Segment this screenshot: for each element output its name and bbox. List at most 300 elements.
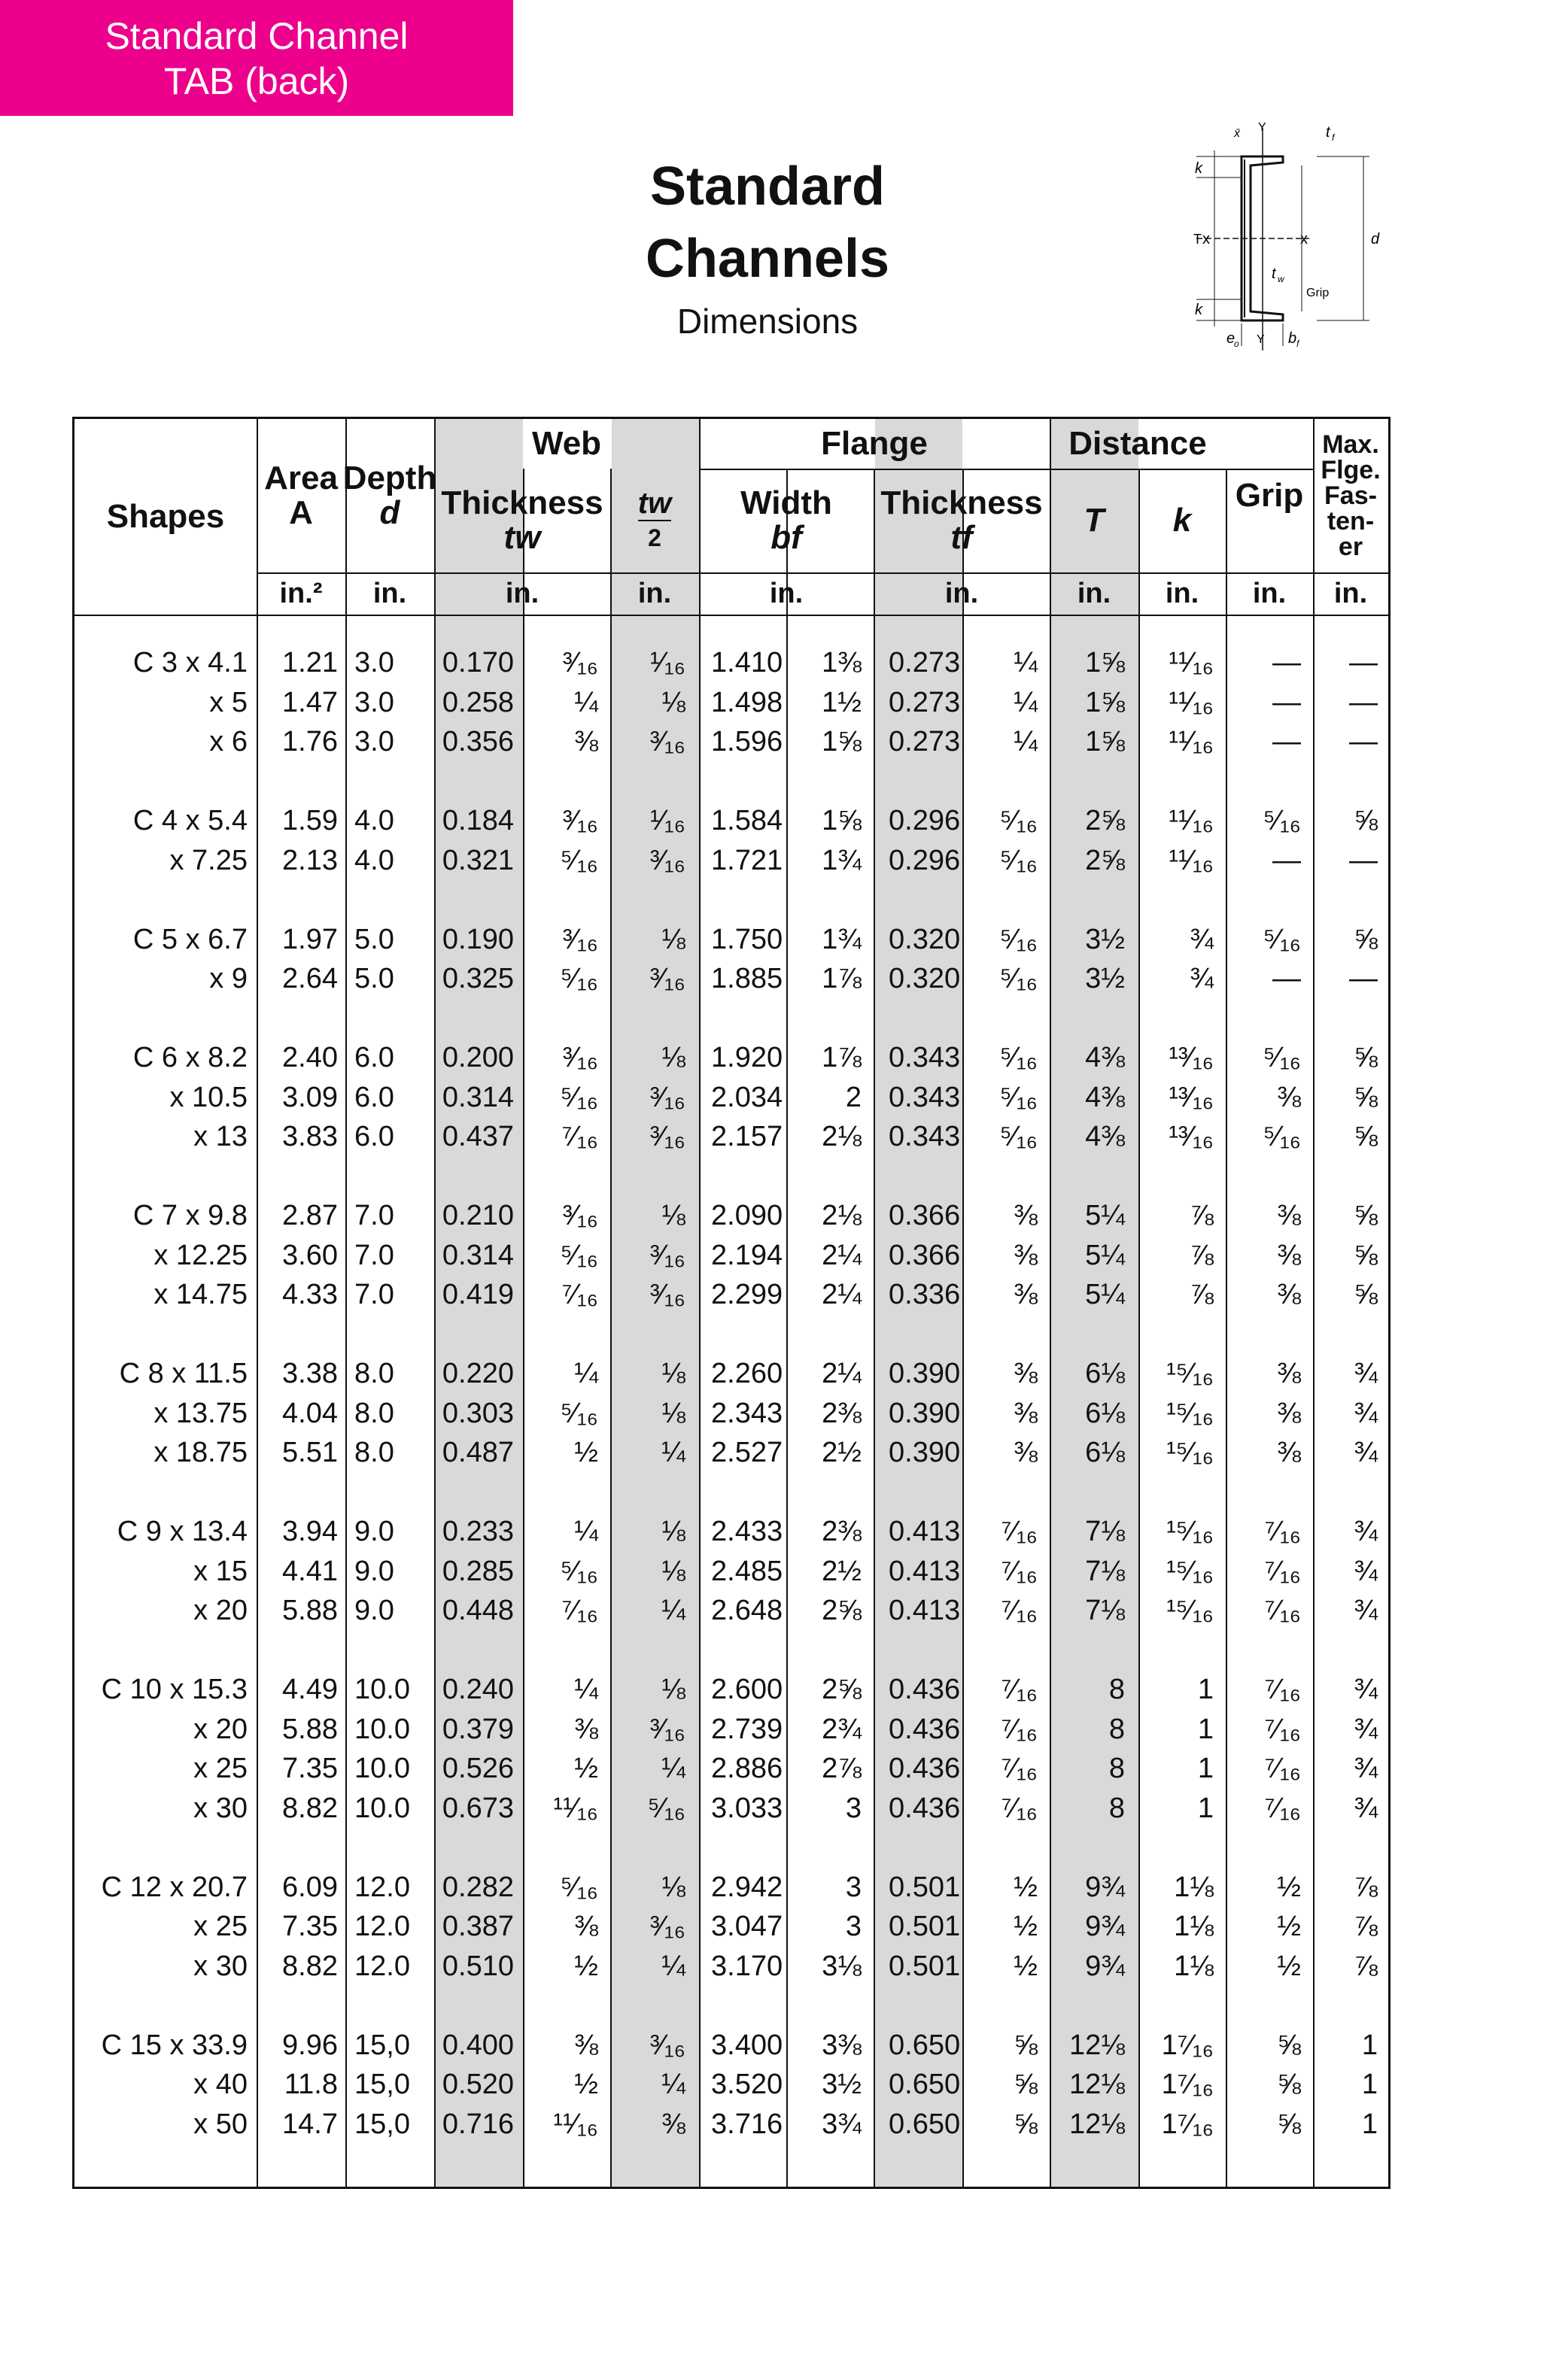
- cell-k: ¹⁵⁄₁₆: [1166, 1437, 1214, 1468]
- cell-tw: 0.510: [442, 1950, 514, 1982]
- cell-fast: ⅞: [1354, 1871, 1378, 1903]
- cell-depth: 6.0: [354, 1081, 394, 1113]
- cell-tw-frac: ⁷⁄₁₆: [561, 1595, 598, 1626]
- cell-tw: 0.379: [442, 1713, 514, 1745]
- cell-grip: ⁷⁄₁₆: [1264, 1753, 1301, 1784]
- cell-fast: ⅞: [1354, 1911, 1378, 1942]
- table-row: [74, 801, 1393, 840]
- cell-fast: 1: [1361, 2029, 1378, 2061]
- header-web: Web: [531, 425, 602, 462]
- table-row: [74, 1117, 1393, 1156]
- cell-tf: 0.501: [889, 1950, 961, 1982]
- cell-k: 1: [1197, 1792, 1214, 1824]
- cell-fast: —: [1349, 647, 1378, 678]
- cell-T: 4⅜: [1085, 1042, 1125, 1073]
- cell-tf: 0.413: [889, 1595, 961, 1626]
- cell-tw: 0.520: [442, 2069, 514, 2100]
- diagram-y-bottom: Y: [1257, 333, 1265, 346]
- cell-area: 1.47: [282, 686, 338, 718]
- cell-fast: ¾: [1354, 1437, 1378, 1468]
- diagram-d: d: [1371, 231, 1380, 247]
- cell-bf-frac: 1⅝: [822, 726, 862, 757]
- cell-tw: 0.321: [442, 844, 514, 876]
- cell-k: ¹⁵⁄₁₆: [1166, 1358, 1214, 1389]
- cell-tw: 0.356: [442, 726, 514, 757]
- table-row: [74, 1868, 1393, 1907]
- cell-tf: 0.366: [889, 1239, 961, 1271]
- cell-shape: C 3 x 4.1: [132, 647, 248, 678]
- section-tab: [0, 0, 513, 116]
- cell-tw: 0.314: [442, 1239, 514, 1271]
- cell-bf: 2.527: [711, 1437, 783, 1468]
- cell-bf: 2.090: [711, 1200, 783, 1231]
- cell-bf: 2.886: [711, 1753, 783, 1784]
- header-flange: Flange: [821, 425, 928, 462]
- cell-T: 7⅛: [1085, 1516, 1125, 1547]
- cell-bf-frac: 1¾: [822, 923, 862, 955]
- cell-tw: 0.303: [442, 1397, 514, 1429]
- cell-bf: 1.596: [711, 726, 783, 757]
- cell-bf-frac: 1⅞: [822, 963, 862, 994]
- table-row: [74, 2065, 1393, 2104]
- cell-tf: 0.436: [889, 1792, 961, 1824]
- cell-tw-frac: ⅜: [574, 726, 598, 757]
- cell-k: ¹⁵⁄₁₆: [1166, 1516, 1214, 1547]
- cell-k: ⅞: [1190, 1279, 1214, 1310]
- cell-depth: 3.0: [354, 647, 394, 678]
- cell-tw-frac: ½: [574, 1950, 598, 1982]
- cell-tf: 0.436: [889, 1713, 961, 1745]
- unit-grip: in.: [1252, 577, 1287, 609]
- cell-T: 1⅝: [1085, 686, 1125, 718]
- cell-tw-frac: ¼: [574, 1674, 598, 1705]
- cell-grip: ⅜: [1277, 1239, 1301, 1271]
- cell-tw2: ⅛: [661, 1555, 685, 1587]
- table-row: [74, 1038, 1393, 1077]
- cell-k: ¹⁵⁄₁₆: [1166, 1595, 1214, 1626]
- cell-area: 8.82: [282, 1792, 338, 1824]
- cell-tf-frac: ⁵⁄₁₆: [999, 1042, 1038, 1073]
- cell-tw2: ⅛: [661, 1200, 685, 1231]
- cell-T: 5¼: [1085, 1279, 1125, 1310]
- cell-T: 5¼: [1085, 1200, 1125, 1231]
- cell-tw: 0.448: [442, 1595, 514, 1626]
- channel-diagram: [1151, 120, 1407, 361]
- cell-tw: 0.210: [442, 1200, 514, 1231]
- cell-T: 8: [1108, 1753, 1125, 1784]
- cell-depth: 8.0: [354, 1437, 394, 1468]
- cell-fast: ¾: [1354, 1516, 1378, 1547]
- cell-T: 3½: [1085, 923, 1125, 955]
- cell-tw: 0.387: [442, 1911, 514, 1942]
- cell-tw-frac: ⅜: [574, 1713, 598, 1745]
- cell-bf-frac: 2⅞: [822, 1753, 862, 1784]
- table-row: [74, 722, 1393, 761]
- cell-area: 4.41: [282, 1555, 338, 1587]
- cell-area: 2.40: [282, 1042, 338, 1073]
- cell-depth: 4.0: [354, 844, 394, 876]
- cell-bf: 2.485: [711, 1555, 783, 1587]
- cell-fast: ⅝: [1354, 1279, 1378, 1310]
- cell-bf-frac: 2½: [822, 1555, 862, 1587]
- cell-grip: ⅜: [1277, 1437, 1301, 1468]
- cell-bf: 2.260: [711, 1358, 783, 1389]
- cell-k: 1⅛: [1174, 1911, 1214, 1942]
- cell-grip: —: [1272, 647, 1301, 678]
- cell-tw: 0.258: [442, 686, 514, 718]
- cell-depth: 4.0: [354, 805, 394, 836]
- page-subtitle: Dimensions: [676, 302, 859, 341]
- cell-fast: ⅝: [1354, 1081, 1378, 1113]
- cell-shape: x 15: [193, 1555, 248, 1587]
- cell-tw: 0.200: [442, 1042, 514, 1073]
- cell-tw: 0.184: [442, 805, 514, 836]
- header-distance: Distance: [1068, 425, 1207, 462]
- cell-fast: ⅝: [1354, 805, 1378, 836]
- cell-tw: 0.400: [442, 2029, 514, 2061]
- cell-k: ¹¹⁄₁₆: [1169, 686, 1214, 718]
- cell-tw2: ⅛: [661, 923, 685, 955]
- cell-depth: 15,0: [354, 2029, 410, 2061]
- cell-tw: 0.673: [442, 1792, 514, 1824]
- cell-depth: 7.0: [354, 1239, 394, 1271]
- cell-tw: 0.487: [442, 1437, 514, 1468]
- cell-fast: 1: [1361, 2069, 1378, 2100]
- table-row: [74, 683, 1393, 722]
- cell-T: 4⅜: [1085, 1081, 1125, 1113]
- cell-area: 5.88: [282, 1713, 338, 1745]
- table-row: [74, 1512, 1393, 1551]
- cell-tw-frac: ⁵⁄₁₆: [560, 844, 598, 876]
- cell-T: 9¾: [1085, 1871, 1125, 1903]
- cell-tf-frac: ½: [1014, 1871, 1038, 1903]
- cell-fast: ⅝: [1354, 1042, 1378, 1073]
- cell-tw-frac: ³⁄₁₆: [562, 1200, 598, 1231]
- cell-depth: 15,0: [354, 2108, 410, 2140]
- cell-tw2: ³⁄₁₆: [649, 1239, 685, 1271]
- cell-tf: 0.343: [889, 1081, 961, 1113]
- cell-area: 3.38: [282, 1358, 338, 1389]
- cell-tw-frac: ⅜: [574, 1911, 598, 1942]
- cell-depth: 12.0: [354, 1871, 410, 1903]
- cell-tw-frac: ¼: [574, 1358, 598, 1389]
- cell-tw2: ³⁄₁₆: [649, 726, 685, 757]
- cell-T: 9¾: [1085, 1911, 1125, 1942]
- cell-fast: 1: [1361, 2108, 1378, 2140]
- cell-bf: 1.920: [711, 1042, 783, 1073]
- cell-bf-frac: 3⅜: [822, 2029, 862, 2061]
- cell-tw-frac: ½: [574, 2069, 598, 2100]
- cell-bf-frac: 2⅜: [822, 1516, 862, 1547]
- cell-tf: 0.343: [889, 1042, 961, 1073]
- cell-tw: 0.233: [442, 1516, 514, 1547]
- cell-tw: 0.170: [442, 647, 514, 678]
- table-row: [74, 1789, 1393, 1828]
- cell-area: 3.60: [282, 1239, 338, 1271]
- svg-text:o: o: [1234, 338, 1239, 349]
- cell-depth: 10.0: [354, 1753, 410, 1784]
- cell-area: 4.33: [282, 1279, 338, 1310]
- cell-tf: 0.650: [889, 2069, 961, 2100]
- cell-tf: 0.413: [889, 1555, 961, 1587]
- cell-bf: 1.885: [711, 963, 783, 994]
- cell-tw: 0.285: [442, 1555, 514, 1587]
- cell-grip: ⅜: [1277, 1081, 1301, 1113]
- cell-tw-frac: ³⁄₁₆: [562, 1042, 598, 1073]
- cell-bf-frac: 1¾: [822, 844, 862, 876]
- header-flange-thickness: Thickness tf: [880, 484, 1043, 556]
- cell-T: 6⅛: [1085, 1437, 1125, 1468]
- cell-bf: 2.600: [711, 1674, 783, 1705]
- cell-area: 2.13: [282, 844, 338, 876]
- cell-tw-frac: ⁵⁄₁₆: [560, 1871, 598, 1903]
- cell-k: ¾: [1190, 963, 1214, 994]
- cell-area: 9.96: [282, 2029, 338, 2061]
- table-row: [74, 1078, 1393, 1117]
- cell-depth: 10.0: [354, 1792, 410, 1824]
- cell-shape: x 5: [209, 686, 248, 718]
- cell-bf-frac: 3¾: [822, 2108, 862, 2140]
- cell-tw2: ³⁄₁₆: [649, 1911, 685, 1942]
- cell-bf: 3.033: [711, 1792, 783, 1824]
- cell-k: ¹³⁄₁₆: [1169, 1121, 1214, 1152]
- table-row: [74, 1196, 1393, 1235]
- cell-bf-frac: 1⅞: [822, 1042, 862, 1073]
- cell-tw: 0.220: [442, 1358, 514, 1389]
- cell-area: 2.87: [282, 1200, 338, 1231]
- cell-tw-frac: ½: [574, 1437, 598, 1468]
- table-row: [74, 920, 1393, 959]
- cell-bf-frac: 3: [845, 1792, 862, 1824]
- cell-fast: ⅝: [1354, 1200, 1378, 1231]
- cell-bf-frac: 2¾: [822, 1713, 862, 1745]
- cell-tw2: ⅛: [661, 1397, 685, 1429]
- cell-area: 7.35: [282, 1753, 338, 1784]
- cell-tw: 0.240: [442, 1674, 514, 1705]
- cell-depth: 5.0: [354, 963, 394, 994]
- cell-fast: ⅝: [1354, 1121, 1378, 1152]
- cell-tw2: ⅛: [661, 1516, 685, 1547]
- diagram-xbar: x̄: [1234, 127, 1240, 140]
- cell-grip: ⁷⁄₁₆: [1264, 1595, 1301, 1626]
- cell-shape: C 5 x 6.7: [132, 923, 248, 955]
- cell-grip: ⅜: [1277, 1200, 1301, 1231]
- cell-tw2: ⁵⁄₁₆: [647, 1792, 685, 1824]
- cell-tw: 0.314: [442, 1081, 514, 1113]
- cell-shape: C 7 x 9.8: [132, 1200, 248, 1231]
- cell-bf-frac: 1⅝: [822, 805, 862, 836]
- cell-grip: ⅝: [1277, 2069, 1301, 2100]
- header-T: T: [1084, 502, 1105, 539]
- cell-T: 4⅜: [1085, 1121, 1125, 1152]
- cell-shape: C 10 x 15.3: [101, 1674, 248, 1705]
- cell-area: 6.09: [282, 1871, 338, 1903]
- cell-tw2: ¼: [661, 1595, 685, 1626]
- cell-k: 1⁷⁄₁₆: [1161, 2108, 1214, 2140]
- diagram-k-bottom: k: [1195, 302, 1202, 318]
- cell-tw2: ¼: [661, 1753, 685, 1784]
- cell-depth: 3.0: [354, 726, 394, 757]
- cell-k: 1: [1197, 1713, 1214, 1745]
- cell-grip: ⁵⁄₁₆: [1263, 923, 1301, 955]
- cell-grip: —: [1272, 726, 1301, 757]
- cell-bf: 1.750: [711, 923, 783, 955]
- cell-shape: C 15 x 33.9: [101, 2029, 248, 2061]
- table-row: [74, 959, 1393, 998]
- cell-bf: 2.648: [711, 1595, 783, 1626]
- tab-line-1: Standard Channel: [105, 15, 409, 57]
- cell-k: ¹⁵⁄₁₆: [1166, 1555, 1214, 1587]
- cell-k: ¹¹⁄₁₆: [1169, 805, 1214, 836]
- cell-bf-frac: 2⅝: [822, 1595, 862, 1626]
- cell-bf-frac: 1½: [822, 686, 862, 718]
- table-row: [74, 1433, 1393, 1472]
- cell-bf: 3.170: [711, 1950, 783, 1982]
- cell-fast: ⅞: [1354, 1950, 1378, 1982]
- cell-shape: C 6 x 8.2: [132, 1042, 248, 1073]
- cell-tw: 0.716: [442, 2108, 514, 2140]
- cell-shape: x 40: [193, 2069, 248, 2100]
- cell-area: 14.7: [282, 2108, 338, 2140]
- cell-tf: 0.320: [889, 923, 961, 955]
- cell-tf-frac: ½: [1014, 1911, 1038, 1942]
- cell-depth: 9.0: [354, 1555, 394, 1587]
- cell-bf-frac: 1⅜: [822, 647, 862, 678]
- page-title-line-2: Channels: [645, 229, 890, 289]
- cell-T: 5¼: [1085, 1239, 1125, 1271]
- cell-grip: ⁷⁄₁₆: [1264, 1713, 1301, 1745]
- cell-depth: 6.0: [354, 1042, 394, 1073]
- cell-shape: x 30: [193, 1792, 248, 1824]
- cell-k: ¹³⁄₁₆: [1169, 1042, 1214, 1073]
- cell-shape: x 50: [193, 2108, 248, 2140]
- cell-T: 3½: [1085, 963, 1125, 994]
- cell-T: 6⅛: [1085, 1358, 1125, 1389]
- cell-k: 1⁷⁄₁₆: [1161, 2029, 1214, 2061]
- cell-T: 1⅝: [1085, 647, 1125, 678]
- header-tw-half: $\frac{tw}{2}$: [637, 487, 672, 551]
- cell-tw2: ³⁄₁₆: [649, 844, 685, 876]
- cell-shape: C 8 x 11.5: [119, 1358, 248, 1389]
- cell-grip: ⁷⁄₁₆: [1264, 1674, 1301, 1705]
- svg-text:f: f: [1332, 132, 1335, 143]
- cell-bf: 3.520: [711, 2069, 783, 2100]
- cell-tw2: ³⁄₁₆: [649, 1121, 685, 1152]
- cell-tw-frac: ⁷⁄₁₆: [561, 1121, 598, 1152]
- header-depth: Depth d: [342, 460, 437, 531]
- cell-tf-frac: ⁵⁄₁₆: [999, 963, 1038, 994]
- cell-grip: ½: [1277, 1950, 1301, 1982]
- cell-tw-frac: ⁵⁄₁₆: [560, 1555, 598, 1587]
- cell-tf-frac: ⁵⁄₁₆: [999, 923, 1038, 955]
- cell-bf-frac: 2¼: [822, 1279, 862, 1310]
- cell-tw-frac: ⁵⁄₁₆: [560, 1397, 598, 1429]
- table-row: [74, 1749, 1393, 1788]
- header-flange-width: Width bf: [740, 484, 832, 556]
- cell-k: 1: [1197, 1753, 1214, 1784]
- cell-tw2: ³⁄₁₆: [649, 963, 685, 994]
- page-title-line-1: Standard: [649, 156, 886, 217]
- cell-tf-frac: ⁷⁄₁₆: [1001, 1674, 1038, 1705]
- cell-bf: 2.433: [711, 1516, 783, 1547]
- cell-grip: ½: [1277, 1911, 1301, 1942]
- cell-tw-frac: ⁵⁄₁₆: [560, 1239, 598, 1271]
- cell-tf-frac: ⅜: [1014, 1397, 1038, 1429]
- cell-bf-frac: 3⅛: [822, 1950, 862, 1982]
- cell-tw-frac: ¹¹⁄₁₆: [553, 2108, 598, 2140]
- cell-T: 2⅝: [1085, 844, 1125, 876]
- table-row: [74, 1670, 1393, 1709]
- cell-tf-frac: ⁵⁄₁₆: [999, 805, 1038, 836]
- cell-tf: 0.366: [889, 1200, 961, 1231]
- cell-tw2: ³⁄₁₆: [649, 1081, 685, 1113]
- cell-k: ¹¹⁄₁₆: [1169, 844, 1214, 876]
- diagram-bf: b: [1288, 330, 1297, 347]
- cell-bf: 1.584: [711, 805, 783, 836]
- cell-T: 8: [1108, 1674, 1125, 1705]
- cell-tf: 0.501: [889, 1871, 961, 1903]
- cell-depth: 10.0: [354, 1674, 410, 1705]
- cell-tw-frac: ¼: [574, 1516, 598, 1547]
- table-row: [74, 1710, 1393, 1749]
- cell-tw2: ¹⁄₁₆: [649, 647, 685, 678]
- cell-tf: 0.390: [889, 1358, 961, 1389]
- cell-tf-frac: ¼: [1014, 686, 1038, 718]
- cell-tw: 0.282: [442, 1871, 514, 1903]
- cell-k: ¹¹⁄₁₆: [1169, 647, 1214, 678]
- cell-tf-frac: ⅝: [1014, 2108, 1038, 2140]
- table-row: [74, 1394, 1393, 1433]
- cell-shape: x 30: [193, 1950, 248, 1982]
- cell-tw-frac: ⁵⁄₁₆: [560, 963, 598, 994]
- tab-line-2: TAB (back): [163, 60, 350, 102]
- cell-tw: 0.190: [442, 923, 514, 955]
- cell-grip: ⁵⁄₁₆: [1263, 805, 1301, 836]
- cell-tw: 0.437: [442, 1121, 514, 1152]
- cell-fast: —: [1349, 844, 1378, 876]
- cell-tw2: ¹⁄₁₆: [649, 805, 685, 836]
- cell-tw-frac: ⅜: [574, 2029, 598, 2061]
- cell-grip: ½: [1277, 1871, 1301, 1903]
- diagram-x-left: x: [1202, 231, 1210, 247]
- cell-shape: x 14.75: [153, 1279, 248, 1310]
- cell-shape: x 25: [193, 1911, 248, 1942]
- svg-text:f: f: [1296, 338, 1299, 349]
- cell-k: 1⅛: [1174, 1871, 1214, 1903]
- diagram-eo: e: [1226, 330, 1236, 347]
- diagram-x-right: x: [1300, 231, 1308, 247]
- cell-tf: 0.296: [889, 844, 961, 876]
- unit-area: in.²: [279, 577, 323, 609]
- cell-shape: x 12.25: [153, 1239, 248, 1271]
- cell-bf: 3.716: [711, 2108, 783, 2140]
- cell-tw2: ¼: [661, 2069, 685, 2100]
- cell-tw-frac: ³⁄₁₆: [562, 923, 598, 955]
- cell-bf: 2.034: [711, 1081, 783, 1113]
- header-area: Area A: [264, 460, 338, 531]
- cell-shape: x 20: [193, 1595, 248, 1626]
- cell-grip: ⅜: [1277, 1279, 1301, 1310]
- diagram-T: T: [1193, 232, 1202, 247]
- cell-tw2: ⅛: [661, 1871, 685, 1903]
- cell-grip: ⅜: [1277, 1397, 1301, 1429]
- cell-fast: ⅝: [1354, 1239, 1378, 1271]
- cell-tw2: ⅛: [661, 686, 685, 718]
- cell-tf-frac: ⁷⁄₁₆: [1001, 1555, 1038, 1587]
- cell-grip: ⅜: [1277, 1358, 1301, 1389]
- diagram-grip: Grip: [1306, 287, 1330, 299]
- cell-shape: C 9 x 13.4: [117, 1516, 248, 1547]
